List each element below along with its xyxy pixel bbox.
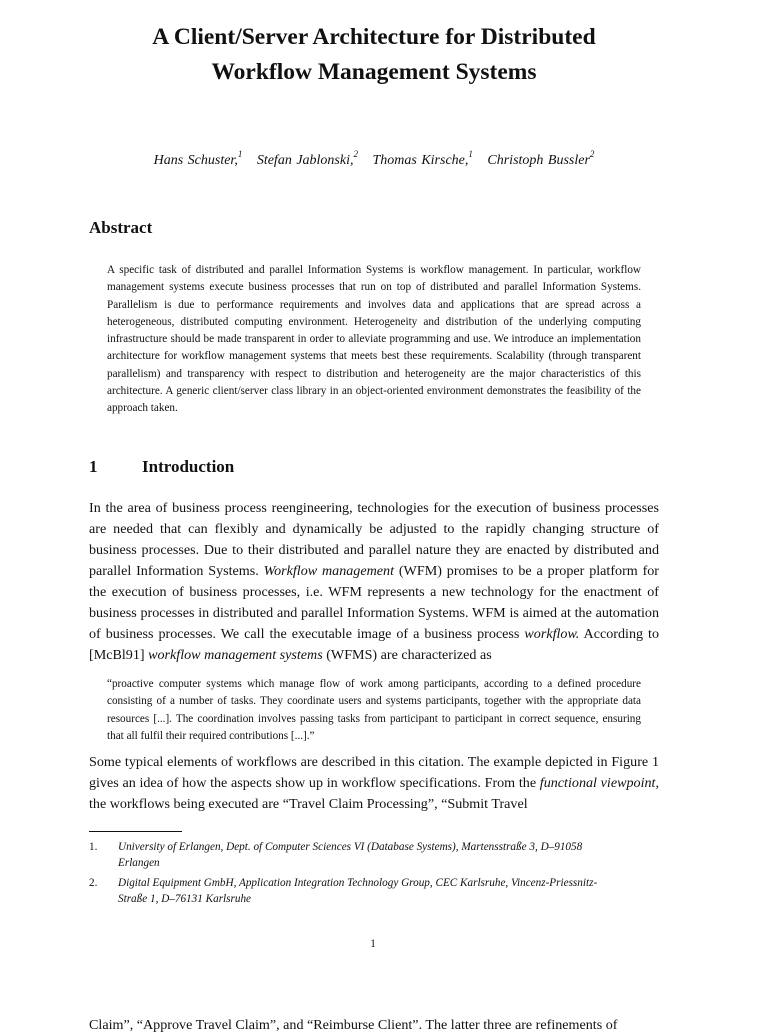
paragraph-text: , the workflows being executed are “Travel Claim Processing”, “Submit Travel — [89, 775, 659, 812]
author-4 — [487, 149, 595, 168]
title-line-2: Workflow Management Systems — [211, 59, 537, 85]
footnote-text: University of Erlangen, Dept. of Computer Sciences VI (Database Systems), Martensstraße 3, D–91058 Erlangen — [118, 841, 583, 869]
footnote-2 — [89, 876, 609, 907]
paper-title — [0, 20, 748, 90]
intro-paragraph-2 — [89, 752, 659, 815]
author-name: Christoph Bussler — [487, 152, 590, 168]
emphasis-text: functional viewpoint — [539, 775, 656, 791]
page-number: 1 — [370, 938, 376, 950]
paragraph-text: According to [McBl91] — [89, 626, 659, 663]
section-title: Introduction — [142, 457, 235, 476]
section-number: 1 — [89, 457, 98, 476]
footnote-number: 2. — [89, 877, 98, 889]
intro-paragraph-1 — [89, 498, 659, 666]
affiliation-mark: 2 — [353, 149, 358, 159]
next-page-text-fragment: Claim”, “Approve Travel Claim”, and “Reimburse Client”. The latter three are refinements of — [89, 1017, 618, 1033]
author-name: Hans Schuster, — [153, 152, 238, 168]
footnote-divider — [89, 831, 182, 832]
author-name: Stefan Jablonski, — [256, 152, 354, 168]
footnote-1 — [89, 840, 609, 871]
emphasis-text: Workflow management — [263, 563, 395, 579]
emphasis-text: workflow. — [524, 626, 580, 642]
paragraph-text: (WFM) promises to be a proper platform for the execution of business processes, i.e. WFM represents a new technology for the enactment of business processes in distributed and parallel Information Systems. WFM is aimed at the automation of business processes. We call the executable image of a business process — [89, 563, 660, 642]
section-heading-introduction — [89, 455, 234, 479]
paragraph-text: Some typical elements of workflows are described in this citation. The example depicted in Figure 1 gives an idea of how the aspects show up in workflow specifications. From the — [89, 754, 659, 791]
author-list — [0, 144, 748, 172]
affiliation-mark: 1 — [468, 149, 473, 159]
footnote-number: 1. — [89, 841, 98, 853]
paragraph-text: In the area of business process reengineering, technologies for the execution of business processes are needed that can flexibly and dynamically be adjusted to the rapidly changing structure of business processes. Due to their distributed and parallel nature they are enacted by distributed and parallel Information Systems. — [89, 500, 659, 579]
author-3 — [372, 149, 473, 168]
title-line-1: A Client/Server Architecture for Distributed — [152, 24, 596, 50]
footnote-text: Digital Equipment GmbH, Application Integration Technology Group, CEC Karlsruhe, Vincenz-Priessnitz-Straße 1, D–76131 Karlsruhe — [118, 877, 598, 905]
author-1 — [153, 149, 243, 168]
author-name: Thomas Kirsche, — [372, 152, 469, 168]
abstract-text: A specific task of distributed and parallel Information Systems is workflow management. In particular, workflow management systems execute business processes that run on top of distributed and parallel Information Systems. Parallelism is due to performance requirements and involves data and applications that are spread across a heterogeneous, distributed computing environment. Heterogeneity and distribution of the underlying computing infrastructure should be made transparent in order to alleviate programming and use. We introduce an implementation architecture for workflow management systems that meets best these requirements. Scalability (through transparent parallelism) and transparency with respect to distribution and heterogeneity are the major characteristics of this architecture. A generic client/server class library in an object-oriented environment demonstrates the feasibility of the approach taken. — [107, 264, 641, 415]
footnotes — [89, 840, 609, 912]
affiliation-mark: 2 — [589, 149, 595, 159]
abstract-heading: Abstract — [89, 218, 153, 237]
author-2 — [256, 149, 358, 168]
paragraph-text: (WFMS) are characterized as — [322, 647, 492, 663]
block-quote: “proactive computer systems which manage flow of work among participants, according to a defined procedure consisting of a number of tasks. They coordinate users and systems participants, together with the appropriate data resources [...]. The coordination involves passing tasks from participant to participant in correct sequence, ensuring that all fulfil their required contributions [...].” — [107, 678, 641, 742]
affiliation-mark: 1 — [237, 149, 243, 159]
emphasis-text: workflow management systems — [148, 647, 323, 663]
